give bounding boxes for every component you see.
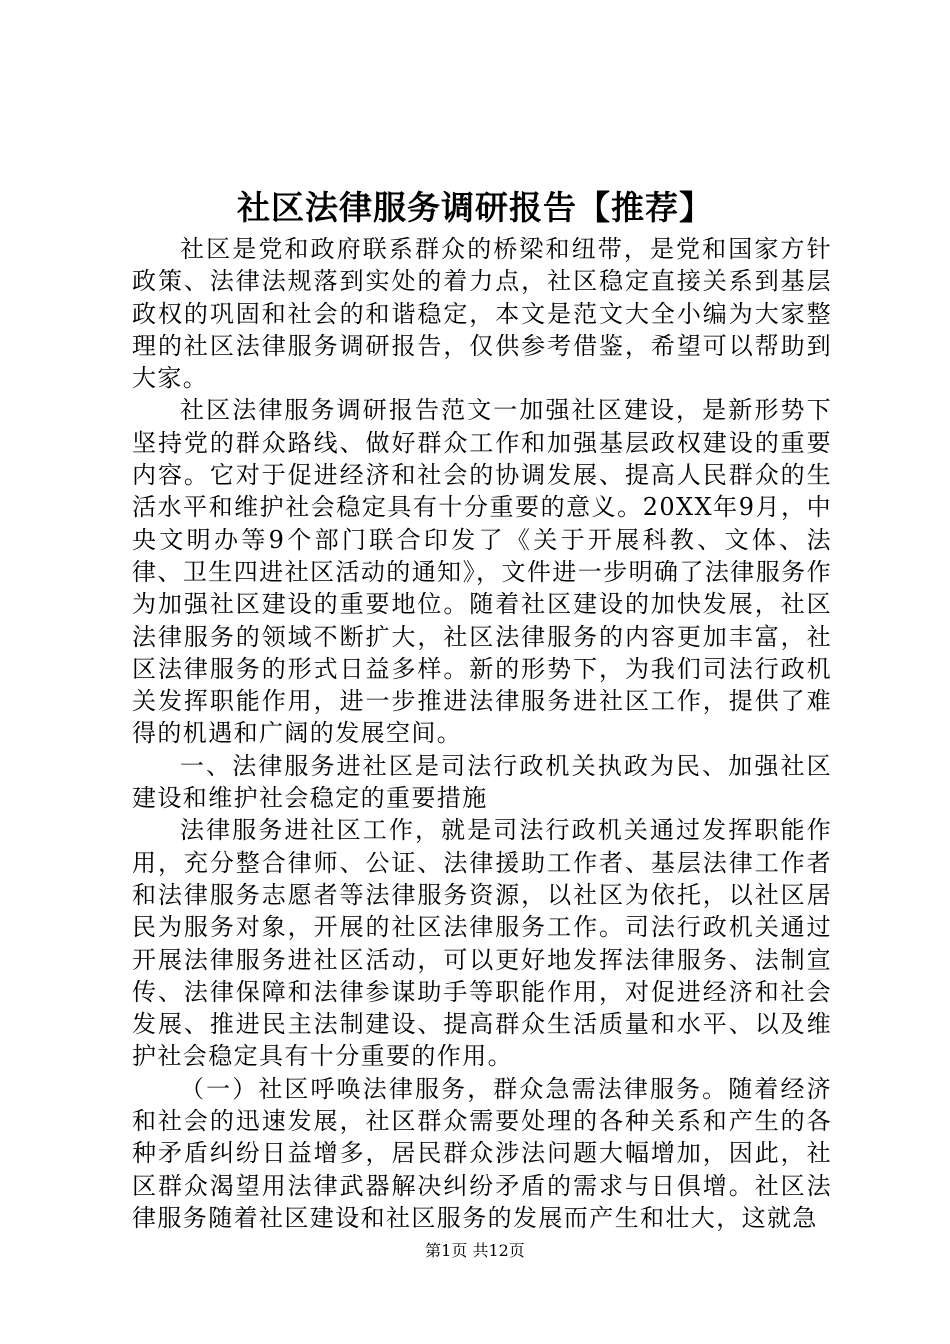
document-title: 社区法律服务调研报告【推荐】 xyxy=(237,188,713,227)
paragraph-section-one: 法律服务进社区工作，就是司法行政机关通过发挥职能作用，充分整合律师、公证、法律援助工作者、基层法律工作者和法律服务志愿者等法律服务资源，以社区为依托，以社区居民为服务对象，开展的社区法律服务工作。司法行政机关通过开展法律服务进社区活动，可以更好地发挥法律服务、法制宣传、法律保障和法律参谋助手等职能作用，对促进经济和社会发展、推进民主法制建设、提高群众生活质量和水平、以及维护社会稳定具有十分重要的作用。 xyxy=(132,816,832,1071)
paragraph-sample-one: 社区法律服务调研报告范文一加强社区建设，是新形势下坚持党的群众路线、做好群众工作和加强基层政权建设的重要内容。它对于促进经济和社会的协调发展、提高人民群众的生活水平和维护社会稳定具有十分重要的意义。20XX年9月，中央文明办等9个部门联合印发了《关于开展科教、文体、法律、卫生四进社区活动的通知》，文件进一步明确了法律服务作为加强社区建设的重要地位。随着社区建设的加快发展，社区法律服务的领域不断扩大，社区法律服务的内容更加丰富，社区法律服务的形式日益多样。新的形势下，为我们司法行政机关发挥职能作用，进一步推进法律服务进社区工作，提供了难得的机遇和广阔的发展空间。 xyxy=(132,396,832,748)
paragraph-subsection-one: （一）社区呼唤法律服务，群众急需法律服务。随着经济和社会的迅速发展，社区群众需要处理的各种关系和产生的各种矛盾纠纷日益增多，居民群众涉法问题大幅增加，因此，社区群众渴望用法律武器解决纠纷矛盾的需求与日俱增。社区法律服务随着社区建设和社区服务的发展而产生和壮大，这就急 xyxy=(132,1074,832,1232)
document-body xyxy=(132,233,832,1234)
page-number-footer: 第1页 共12页 xyxy=(425,1241,525,1260)
section-heading-one: 一、法律服务进社区是司法行政机关执政为民、加强社区建设和维护社会稳定的重要措施 xyxy=(132,751,832,813)
paragraph-intro: 社区是党和政府联系群众的桥梁和纽带，是党和国家方针政策、法律法规落到实处的着力点，社区稳定直接关系到基层政权的巩固和社会的和谐稳定，本文是范文大全小编为大家整理的社区法律服务调研报告，仅供参考借鉴，希望可以帮助到大家。 xyxy=(132,235,832,393)
